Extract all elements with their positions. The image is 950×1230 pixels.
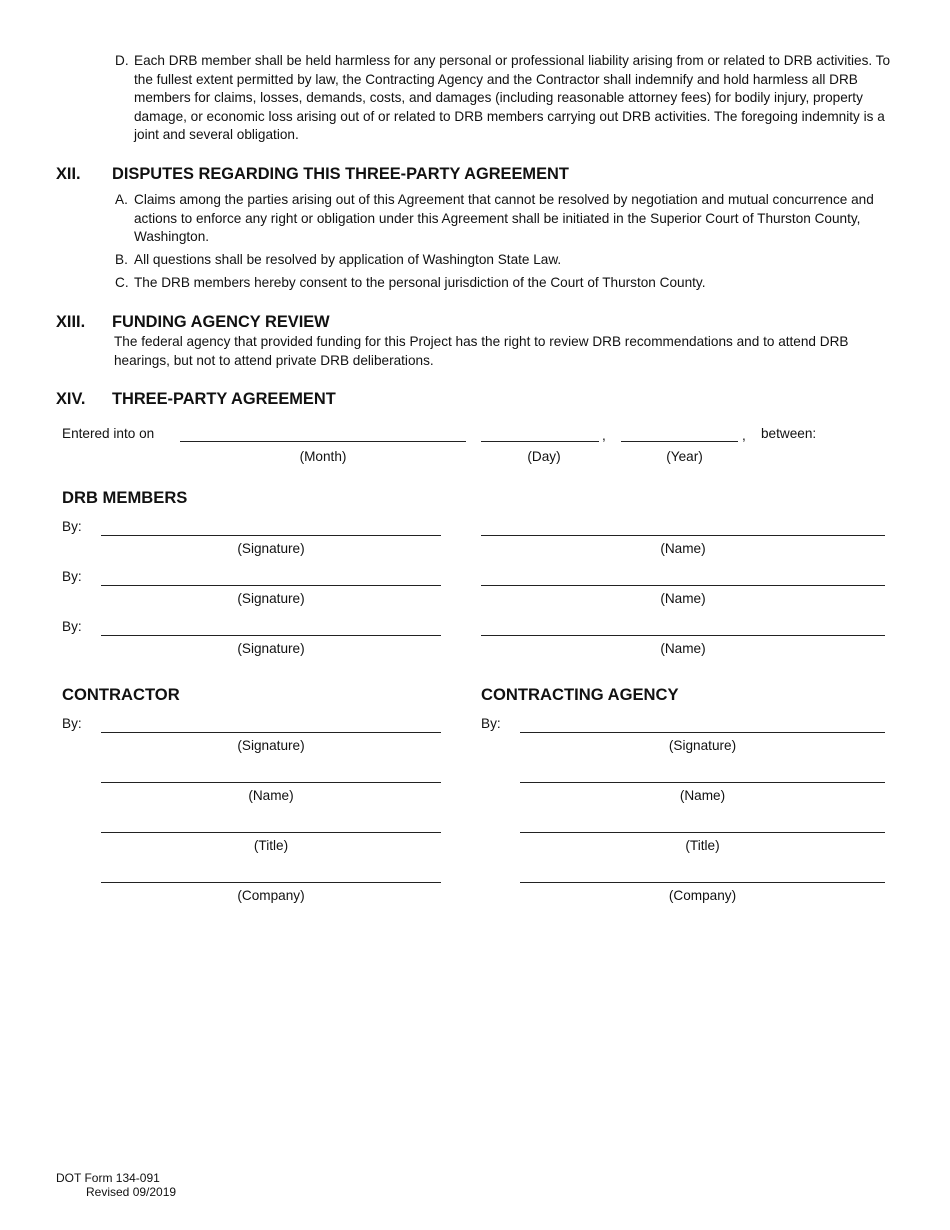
section-xiv-number: XIV. [56,390,86,408]
section-xi-item-d [115,52,905,147]
section-xii-item-a [115,191,905,249]
title-caption: (Title) [253,838,289,853]
name-caption: (Name) [248,788,294,803]
title-caption: (Title) [685,838,720,853]
section-xiv-title: THREE-PARTY AGREEMENT [112,390,336,408]
name-caption: (Name) [660,591,706,606]
drb-members-title: DRB MEMBERS [62,488,188,507]
item-letter: C. [115,275,129,290]
contractor-company-field[interactable] [101,882,441,883]
item-letter: D. [115,53,129,68]
drb-member-1-name-field[interactable] [481,535,885,536]
by-label: By: [62,716,82,731]
signature-caption: (Signature) [237,641,305,656]
drb-member-2-signature-field[interactable] [101,585,441,586]
by-label: By: [62,519,82,534]
month-caption: (Month) [299,449,347,464]
drb-member-2-name-field[interactable] [481,585,885,586]
agency-company-field[interactable] [520,882,885,883]
name-caption: (Name) [660,641,706,656]
item-text: Each DRB member shall be held harmless for any personal or professional liability arising from or related to DRB activities. To the fullest extent permitted by law, the Contracting Agency and the Contractor shall indemnify and hold harmless all DRB members for claims, losses, demands, costs, and damages (including reasonable attorney fees) for bodily injury, property damage, or economic loss arising out of or related to DRB members carrying out DRB activities. The foregoing indemnity is a joint and several obligation. [134,53,891,143]
contractor-title-field[interactable] [101,832,441,833]
agency-signature-field[interactable] [520,732,885,733]
contracting-agency-title: CONTRACTING AGENCY [481,685,679,704]
agency-name-field[interactable] [520,782,885,783]
item-text: All questions shall be resolved by application of Washington State Law. [134,252,562,267]
signature-caption: (Signature) [237,541,305,556]
name-caption: (Name) [679,788,726,803]
contractor-signature-field[interactable] [101,732,441,733]
drb-member-3-name-field[interactable] [481,635,885,636]
year-caption: (Year) [666,449,703,464]
item-text: The DRB members hereby consent to the personal jurisdiction of the Court of Thurston County. [134,275,706,290]
section-xiii-number: XIII. [56,313,86,331]
entered-into-label: Entered into on [62,426,155,441]
form-number: DOT Form 134-091 [56,1171,160,1185]
agency-title-field[interactable] [520,832,885,833]
item-letter: A. [115,192,128,207]
name-caption: (Name) [660,541,706,556]
date-comma: , [742,428,746,443]
month-field[interactable] [180,441,466,442]
section-xii-number: XII. [56,165,81,183]
section-xii-item-b [115,251,905,270]
contractor-title: CONTRACTOR [62,685,180,704]
between-label: between: [761,426,817,441]
signature-caption: (Signature) [237,738,305,753]
company-caption: (Company) [668,888,737,903]
by-label: By: [62,569,82,584]
section-xii-title: DISPUTES REGARDING THIS THREE-PARTY AGREEMENT [112,165,569,183]
signature-caption: (Signature) [237,591,305,606]
day-caption: (Day) [527,449,561,464]
section-xiii-text: The federal agency that provided funding for this Project has the right to review DRB recommendations and to attend DRB hearings, but not to attend private DRB deliberations. [114,334,849,368]
revised-date: Revised 09/2019 [86,1185,177,1199]
day-field[interactable] [481,441,599,442]
item-text: Claims among the parties arising out of this Agreement that cannot be resolved by negotiation and mutual concurrence and actions to enforce any right or obligation under this Agreement shall be initiated in the Superior Court of Thurston County, Washington. [134,192,874,245]
signature-caption: (Signature) [668,738,737,753]
by-label: By: [481,716,501,731]
by-label: By: [62,619,82,634]
year-field[interactable] [621,441,738,442]
section-xii-item-c [115,274,905,293]
company-caption: (Company) [237,888,305,903]
contractor-name-field[interactable] [101,782,441,783]
item-letter: B. [115,252,128,267]
date-comma: , [602,428,606,443]
section-xiii-title: FUNDING AGENCY REVIEW [112,313,330,331]
drb-member-3-signature-field[interactable] [101,635,441,636]
drb-member-1-signature-field[interactable] [101,535,441,536]
